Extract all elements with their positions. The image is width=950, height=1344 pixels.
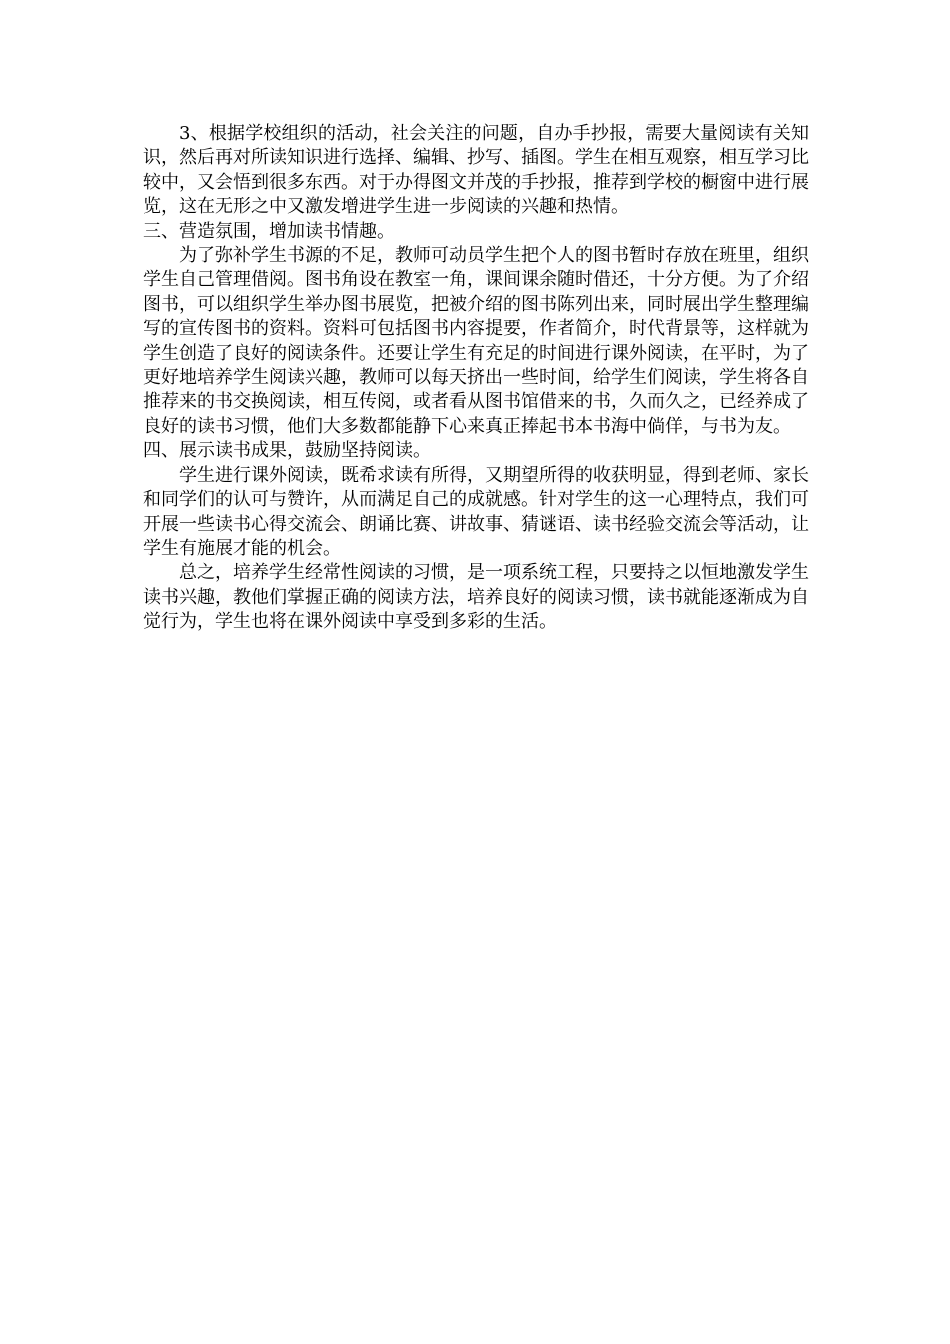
section-heading-4: 四、展示读书成果，鼓励坚持阅读。 bbox=[143, 440, 431, 462]
paragraph-reading-atmosphere: 为了弥补学生书源的不足，教师可动员学生把个人的图书暂时存放在班里，组织学生自己管理借阅。图书角设在教室一角，课间课余随时借还，十分方便。为了介绍图书，可以组织学生举办图书展览，把被介绍的图书陈列出来，同时展出学生整理编写的宣传图书的资料。资料可包括图书内容提要，作者简介，时代背景等，这样就为学生创造了良好的阅读条件。还要让学生有充足的时间进行课外阅读，在平时，为了更好地培养学生阅读兴趣，教师可以每天挤出一些时间，给学生们阅读，学生将各自推荐来的书交换阅读，相互传阅，或者看从图书馆借来的书，久而久之，已经养成了良好的读书习惯，他们大多数都能静下心来真正捧起书本书海中倘佯，与书为友。 bbox=[143, 245, 809, 437]
document-body bbox=[143, 122, 809, 635]
paragraph-reading-results: 学生进行课外阅读，既希求读有所得，又期望所得的收获明显，得到老师、家长和同学们的认可与赞许，从而满足自己的成就感。针对学生的这一心理特点，我们可开展一些读书心得交流会、朗诵比赛、讲故事、猜谜语、读书经验交流会等活动，让学生有施展才能的机会。 bbox=[143, 464, 809, 559]
section-heading-3: 三、营造氛围，增加读书情趣。 bbox=[143, 220, 395, 242]
paragraph-conclusion: 总之，培养学生经常性阅读的习惯，是一项系统工程，只要持之以恒地激发学生读书兴趣，教他们掌握正确的阅读方法，培养良好的阅读习惯，读书就能逐渐成为自觉行为，学生也将在课外阅读中享受到多彩的生活。 bbox=[143, 562, 809, 633]
paragraph-handwritten-newspaper: 3、根据学校组织的活动，社会关注的问题，自办手抄报，需要大量阅读有关知识，然后再对所读知识进行选择、编辑、抄写、插图。学生在相互观察，相互学习比较中，又会悟到很多东西。对于办得图文并茂的手抄报，推荐到学校的橱窗中进行展览，这在无形之中又激发增进学生进一步阅读的兴趣和热情。 bbox=[143, 123, 809, 218]
